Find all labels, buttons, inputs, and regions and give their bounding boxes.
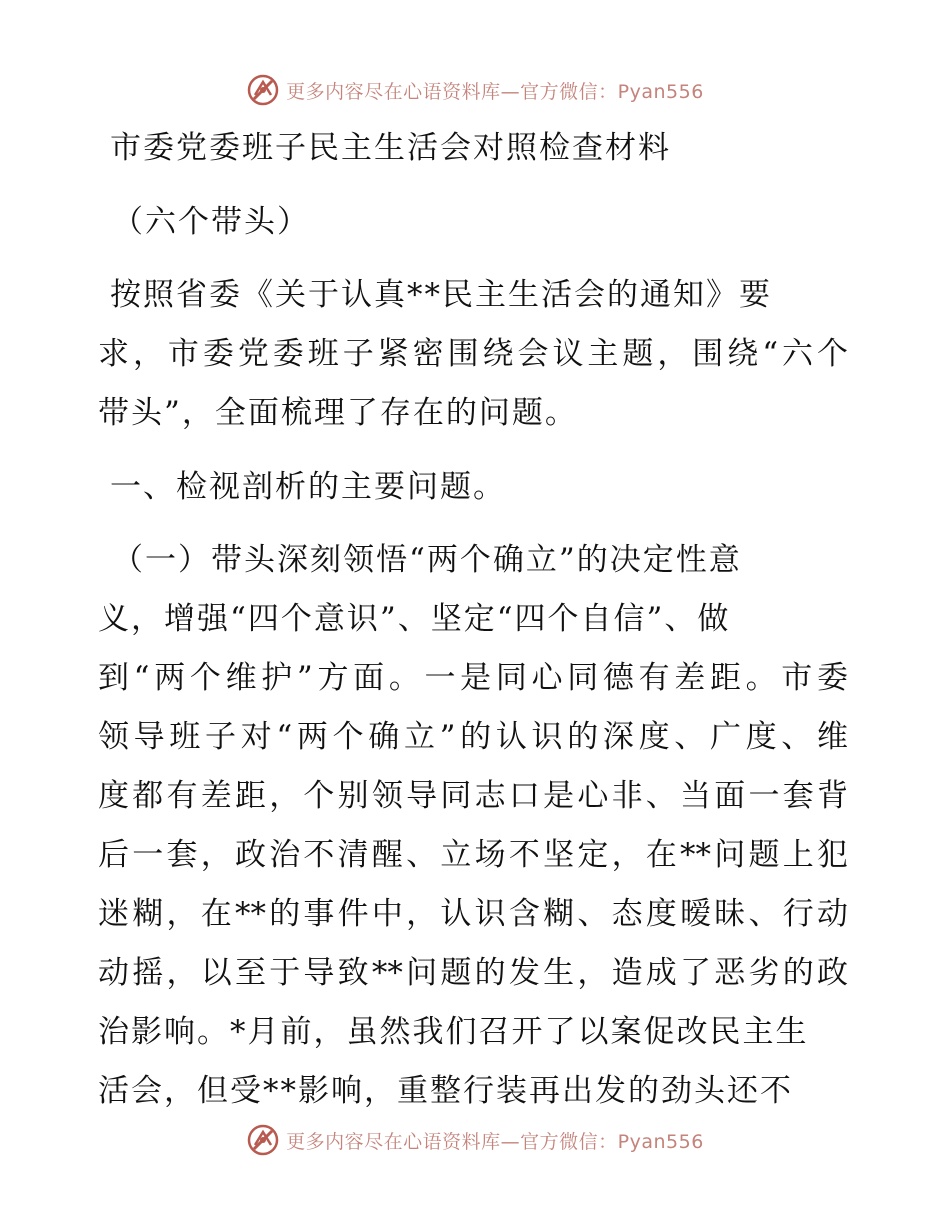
- intro-line: 求，市委党委班子紧密围绕会议主题，围绕“六个: [98, 336, 848, 372]
- header-watermark-banner: [0, 70, 950, 110]
- intro-line: 带头”，全面梳理了存在的问题。: [98, 395, 578, 431]
- document-subtitle: （六个带头）: [112, 204, 310, 240]
- intro-line: 按照省委《关于认真**民主生活会的通知》要: [110, 277, 772, 313]
- body-line: 度都有差距，个别领导同志口是心非、当面一套背: [98, 778, 848, 814]
- body-line: 动摇，以至于导致**问题的发生，造成了恶劣的政: [98, 955, 848, 991]
- section-heading: 一、检视剖析的主要问题。: [110, 469, 506, 505]
- header-watermark-text: 更多内容尽在心语资料库—官方微信：Pyan556: [286, 80, 704, 103]
- body-line: 活会，但受**影响，重整行装再出发的劲头还不: [98, 1073, 793, 1109]
- body-line: 到“两个维护”方面。一是同心同德有差距。市委: [98, 660, 848, 696]
- footer-watermark-text: 更多内容尽在心语资料库—官方微信：Pyan556: [286, 1130, 704, 1153]
- body-line: 领导班子对“两个确立”的认识的深度、广度、维: [98, 719, 848, 755]
- body-line: 义，增强“四个意识”、坚定“四个自信”、做: [98, 601, 731, 637]
- body-line: 后一套，政治不清醒、立场不坚定，在**问题上犯: [98, 837, 848, 873]
- brand-logo-icon: [246, 1123, 280, 1157]
- brand-logo-icon: [246, 73, 280, 107]
- body-line: 治影响。*月前，虽然我们召开了以案促改民主生: [98, 1014, 809, 1050]
- body-line: 迷糊，在**的事件中，认识含糊、态度暧昧、行动: [98, 896, 848, 932]
- document-title: 市委党委班子民主生活会对照检查材料: [110, 130, 671, 166]
- footer-watermark-banner: [0, 1120, 950, 1160]
- body-line: （一）带头深刻领悟“两个确立”的决定性意: [112, 542, 742, 578]
